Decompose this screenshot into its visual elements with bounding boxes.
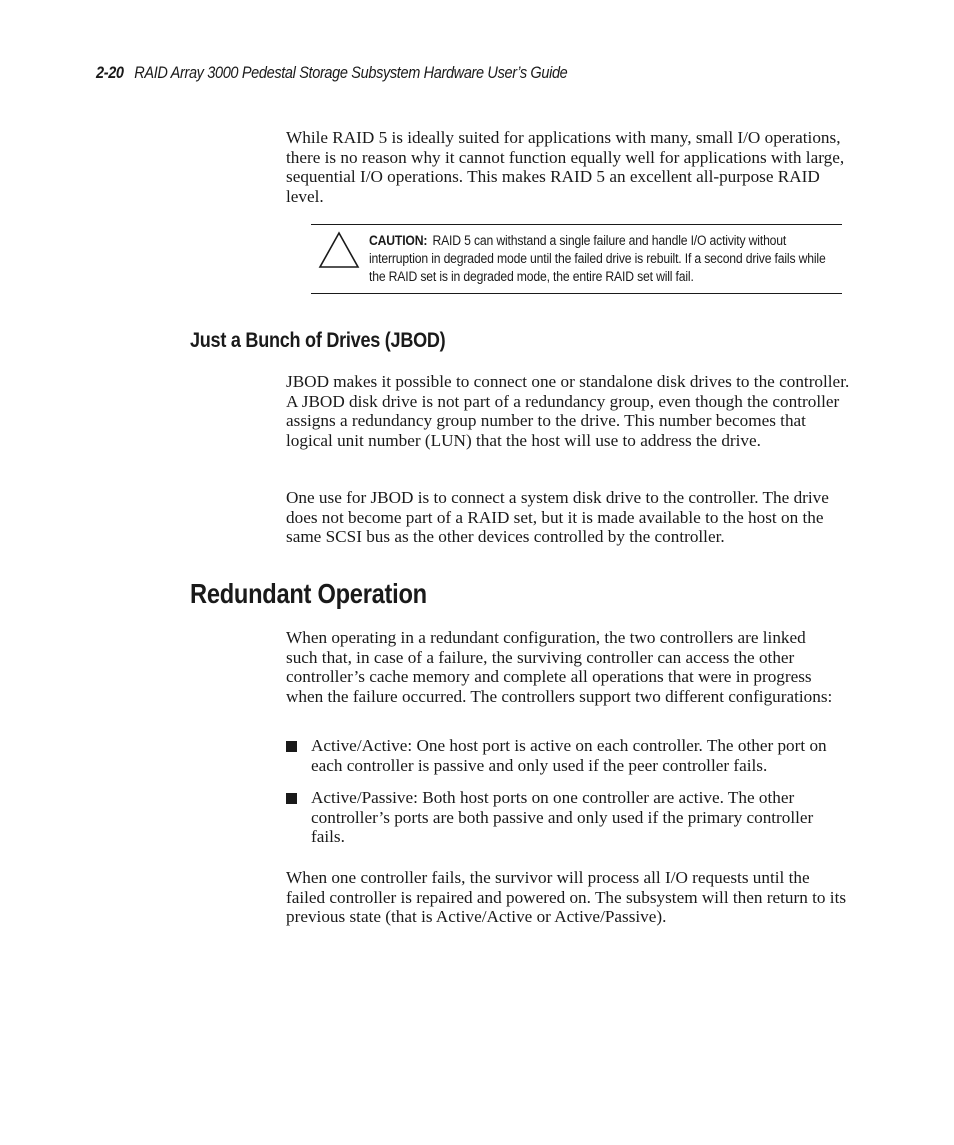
configuration-list-2 — [286, 788, 831, 847]
caution-label: CAUTION: — [369, 233, 428, 249]
square-bullet-icon — [286, 793, 297, 804]
list-item-text: Active/Passive: Both host ports on one controller are active. The other controller’s ports are both passive and only used if the primary controller fails. — [311, 788, 814, 847]
list-item — [286, 736, 831, 775]
configuration-list — [286, 736, 831, 775]
caution-message: RAID 5 can withstand a single failure and handle I/O activity without interruption in degraded mode until the failed drive is rebuilt. If a second drive fails while the RAID set is in degraded mode, the entire RAID set will fail. — [369, 233, 826, 285]
redundant-closing-paragraph: When one controller fails, the survivor will process all I/O requests until the failed controller is repaired and powered on. The subsystem will then return to its previous state (that is Active/Active or Active/Passive). — [286, 868, 847, 927]
caution-text-block — [369, 232, 833, 286]
square-bullet-icon — [286, 741, 297, 752]
warning-triangle-icon — [318, 231, 360, 269]
jbod-heading: Just a Bunch of Drives (JBOD) — [190, 329, 446, 352]
list-item — [286, 788, 831, 847]
redundant-operation-heading: Redundant Operation — [190, 578, 427, 609]
redundant-intro-paragraph: When operating in a redundant configuration, the two controllers are linked such that, in case of a failure, the surviving controller can access the other controller’s cache memory and complete all operations that were in progress when the failure occurred. The controllers support two different configurations: — [286, 628, 833, 707]
page-number: 2-20 — [96, 64, 124, 82]
jbod-paragraph-1: JBOD makes it possible to connect one or standalone disk drives to the controller. A JBOD disk drive is not part of a redundancy group, even though the controller assigns a redundancy group number to the drive. This number becomes that logical unit number (LUN) that the host will use to address the drive. — [286, 372, 850, 451]
document-title: RAID Array 3000 Pedestal Storage Subsystem Hardware User’s Guide — [134, 64, 568, 82]
list-item-text: Active/Active: One host port is active on each controller. The other port on each controller is passive and only used if the peer controller fails. — [311, 736, 827, 775]
jbod-paragraph-2: One use for JBOD is to connect a system disk drive to the controller. The drive does not become part of a RAID set, but it is made available to the host on the same SCSI bus as the other devices controlled by the controller. — [286, 488, 829, 547]
raid5-paragraph: While RAID 5 is ideally suited for applications with many, small I/O operations, there is no reason why it cannot function equally well for applications with large, sequential I/O operations. This makes RAID 5 an excellent all-purpose RAID level. — [286, 128, 845, 207]
running-header — [96, 64, 567, 83]
caution-box — [311, 224, 842, 294]
